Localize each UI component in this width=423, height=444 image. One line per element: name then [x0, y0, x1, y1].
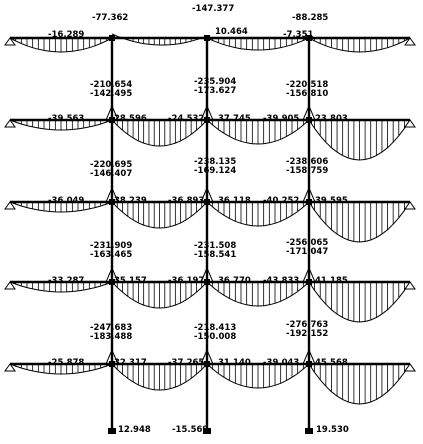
joint-node	[204, 361, 210, 367]
column-moment-top: -210.654	[90, 80, 133, 90]
beam-moment-label: -37.265	[168, 358, 205, 368]
column-moment-bottom: -146.407	[90, 169, 133, 179]
frame-members-layer	[10, 38, 410, 430]
column-moment-bottom: -142.495	[90, 89, 133, 99]
base-moment-label: 12.948	[118, 425, 151, 435]
column-moment-bottom: -171.047	[286, 247, 329, 257]
column-moment-label	[90, 160, 132, 179]
beam-moment-label: -40.252	[263, 196, 300, 206]
column-moment-label	[90, 241, 132, 260]
column-moment-bottom: -173.627	[194, 86, 237, 96]
beam-moment-label: -36.893	[168, 196, 205, 206]
column-moment-label	[194, 157, 236, 176]
column-moment-bottom: -169.124	[194, 166, 237, 176]
column-moment-label	[286, 320, 328, 339]
beam-moment-label: 31.140	[218, 358, 251, 368]
column-moment-label	[90, 80, 132, 99]
beam-moment-label: -39.905	[263, 114, 300, 124]
column-moment-label	[194, 77, 236, 96]
beam-moment-label: -39.563	[48, 114, 85, 124]
joint-node	[306, 199, 312, 205]
joint-node	[204, 117, 210, 123]
beam-moment-label: -39.043	[263, 358, 300, 368]
column-moment-top: -231.909	[90, 241, 133, 251]
beam-moment-label: 32.317	[114, 358, 147, 368]
column-moment-top: -220.518	[286, 80, 329, 90]
column-moment-top: -276.763	[286, 320, 329, 330]
joint-node	[204, 199, 210, 205]
column-moment-label	[286, 80, 328, 99]
beam-moment-label: 10.464	[215, 27, 248, 37]
column-moment-bottom: -158.759	[286, 166, 329, 176]
beam-moment-label: -77.362	[92, 13, 129, 23]
column-moment-bottom: -150.008	[194, 332, 237, 342]
joint-node	[204, 35, 210, 41]
beam-moment-label: -36.049	[48, 196, 85, 206]
beam-moment-label: 37.745	[218, 114, 251, 124]
beam-moment-label: -24.532	[168, 114, 205, 124]
column-moment-top: -220.695	[90, 160, 133, 170]
beam-moment-label: 23.803	[315, 114, 348, 124]
fixed-support-icon	[108, 428, 116, 434]
column-moment-label	[90, 323, 132, 342]
beam-moment-label: 39.595	[315, 196, 348, 206]
column-moment-bottom: -163.465	[90, 250, 133, 260]
beam-moment-label: 36.770	[218, 276, 251, 286]
beam-moment-label: -33.287	[48, 276, 85, 286]
base-moment-label: 19.530	[316, 425, 349, 435]
column-moment-top: -247.683	[90, 323, 133, 333]
column-moment-bottom: -192.152	[286, 329, 329, 339]
column-moment-top: -238.606	[286, 157, 329, 167]
column-moment-label	[286, 238, 328, 257]
beam-moment-label: 35.157	[114, 276, 147, 286]
base-moment-label: -15.569	[172, 425, 209, 435]
beam-moment-label: 45.568	[315, 358, 348, 368]
joint-node	[109, 35, 115, 41]
joint-node	[204, 279, 210, 285]
beam-moment-label: 41.185	[315, 276, 348, 286]
column-moment-top: -218.413	[194, 323, 237, 333]
joint-node	[306, 361, 312, 367]
beam-moment-label: 36.118	[218, 196, 251, 206]
beam-moment-label: -43.833	[263, 276, 300, 286]
beam-moment-label: 38.239	[114, 196, 147, 206]
column-moment-top: -231.508	[194, 241, 237, 251]
beam-moment-label: 28.596	[114, 114, 147, 124]
beam-moment-label: -16.289	[48, 30, 85, 40]
column-moment-top: -238.135	[194, 157, 237, 167]
beam-moment-label: -7.351	[283, 30, 314, 40]
column-moment-label	[286, 157, 328, 176]
joint-node	[306, 279, 312, 285]
fixed-support-icon	[305, 428, 313, 434]
column-moment-bottom: -158.541	[194, 250, 237, 260]
column-moment-bottom: -156.810	[286, 89, 329, 99]
column-moment-top: -256.065	[286, 238, 329, 248]
beam-moment-label: -88.285	[292, 13, 329, 23]
beam-moment-label: -25.878	[48, 358, 85, 368]
column-moment-bottom: -183.488	[90, 332, 133, 342]
joint-node	[306, 117, 312, 123]
column-moment-label	[194, 241, 236, 260]
beam-moment-label: -147.377	[192, 4, 235, 14]
column-moment-top: -235.904	[194, 77, 237, 87]
beam-moment-label: -36.197	[168, 276, 205, 286]
column-moment-label	[194, 323, 236, 342]
